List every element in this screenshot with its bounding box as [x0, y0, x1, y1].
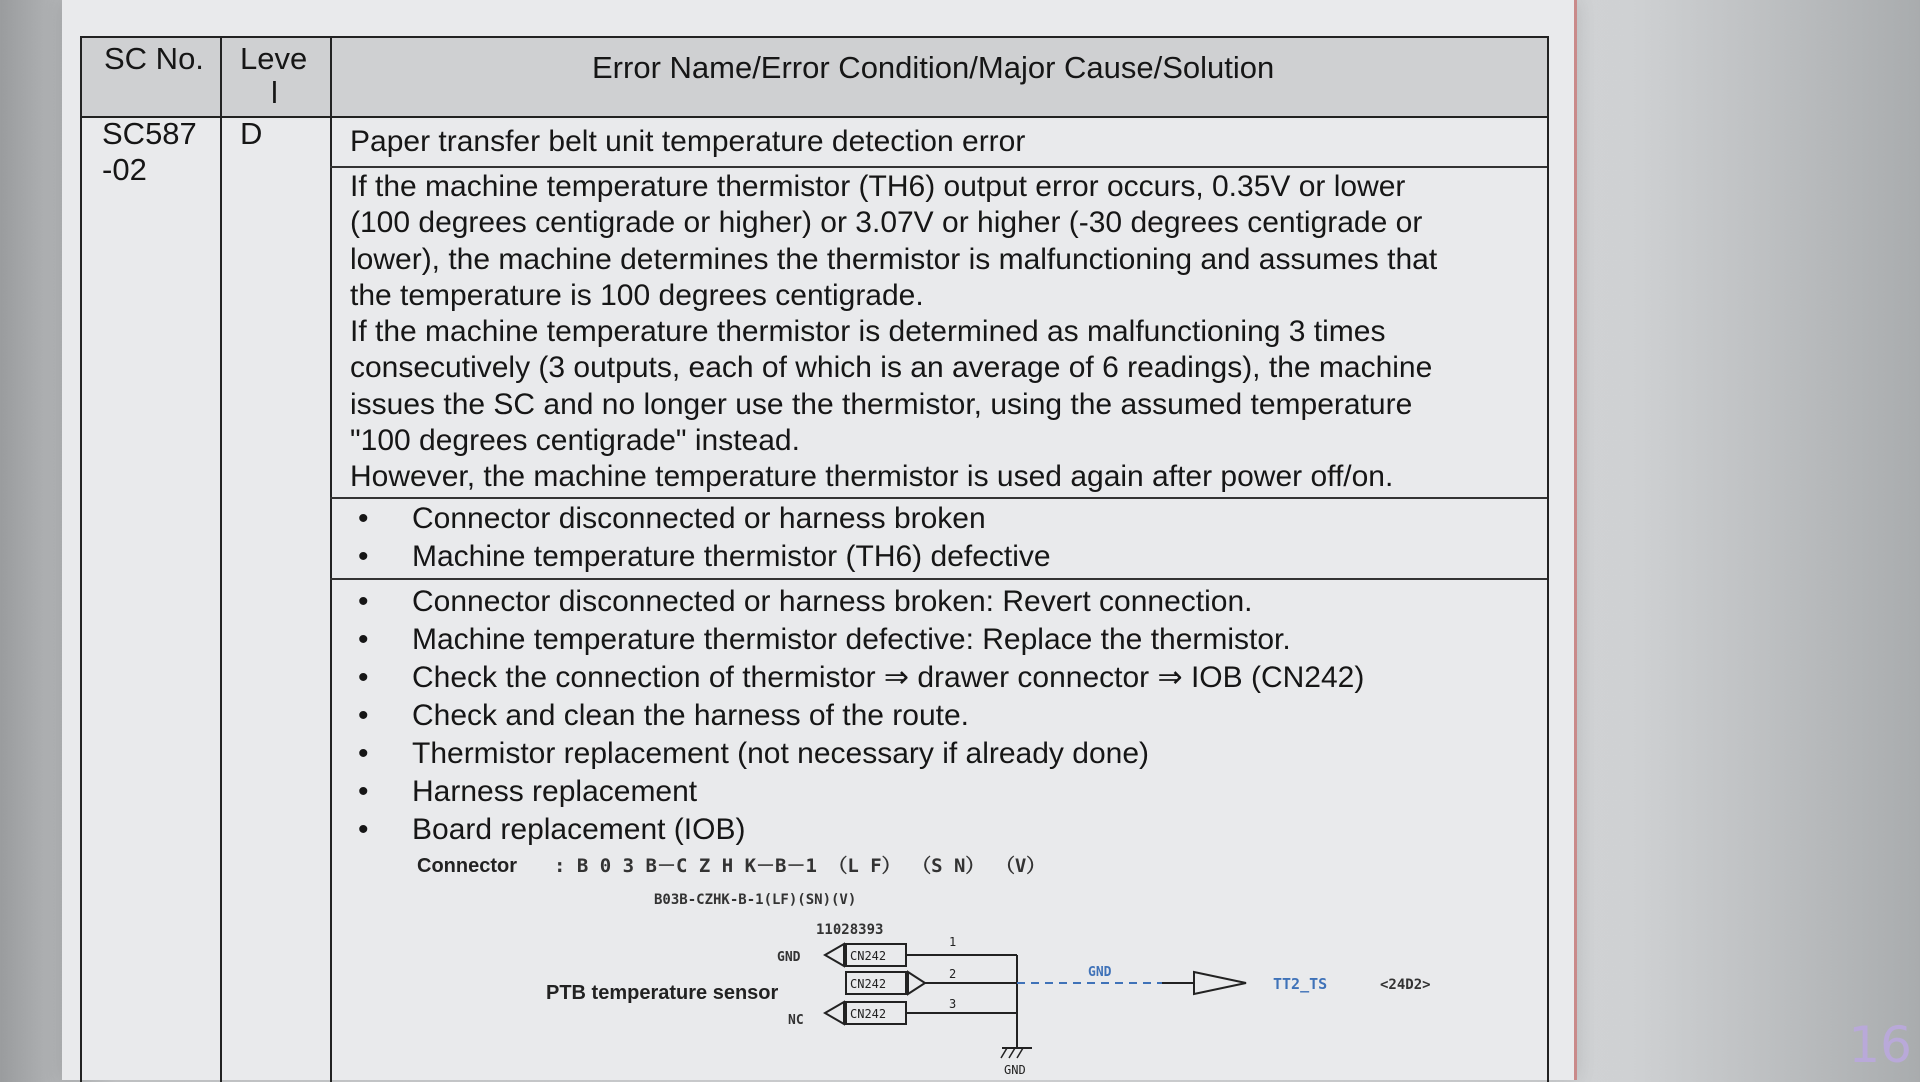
connector-pin-2 — [846, 972, 925, 994]
connector-label: Connector — [417, 855, 517, 877]
signal-arrow-icon — [1194, 972, 1246, 994]
solution-text: Check and clean the harness of the route. — [412, 699, 970, 732]
condition-line: (100 degrees centigrade or higher) or 3.07V or higher (-30 degrees centigrade or — [350, 206, 1423, 240]
condition-line: However, the machine temperature thermistor is used again after power off/on. — [350, 460, 1394, 494]
solution-text: Machine temperature thermistor defective: Replace the thermistor. — [412, 623, 1291, 656]
pin-number: 1 — [949, 935, 957, 949]
pin-label-gnd: GND — [777, 950, 801, 965]
pin-arrow-icon — [825, 1002, 844, 1024]
bullet-symbol: • — [358, 775, 369, 808]
header-error-description: Error Name/Error Condition/Major Cause/Solution — [592, 50, 1275, 85]
condition-line: "100 degrees centigrade" instead. — [350, 424, 800, 458]
condition-line: issues the SC and no longer use the thermistor, using the assumed temperature — [350, 387, 1413, 421]
ground-symbol-icon — [1001, 1048, 1032, 1058]
pin-number: 3 — [949, 997, 957, 1011]
bullet-symbol: • — [358, 813, 369, 846]
condition-line: If the machine temperature thermistor is determined as malfunctioning 3 times — [350, 315, 1386, 349]
cn-label: CN242 — [850, 977, 887, 991]
pin-arrow-icon — [908, 972, 925, 994]
signal-ref: <24D2> — [1380, 977, 1431, 993]
connector-value: : B 0 3 B－C Z H K－B－1 （L F） （S N） （V） — [554, 855, 1046, 877]
cn-label: CN242 — [850, 949, 887, 963]
bullet-symbol: • — [358, 540, 369, 573]
sc-number: SC587 — [102, 116, 197, 151]
condition-line: the temperature is 100 degrees centigrade. — [350, 278, 924, 312]
cause-text: Connector disconnected or harness broken — [412, 502, 986, 535]
bullet-symbol: • — [358, 737, 369, 770]
level-value: D — [240, 116, 263, 151]
sc-number-suffix: -02 — [102, 152, 147, 187]
part-number: 11028393 — [816, 922, 884, 938]
pin-number: 2 — [949, 967, 957, 981]
condition-line: If the machine temperature thermistor (TH6) output error occurs, 0.35V or lower — [350, 170, 1406, 203]
gnd-wire-label: GND — [1088, 965, 1112, 980]
part-code: B03B-CZHK-B-1(LF)(SN)(V) — [654, 892, 857, 908]
solution-text: Connector disconnected or harness broken: Revert connection. — [412, 585, 1253, 618]
sensor-label: PTB temperature sensor — [546, 982, 779, 1004]
wiring-diagram — [82, 38, 1547, 1082]
pin-label-nc: NC — [788, 1013, 804, 1028]
bullet-symbol: • — [358, 661, 369, 694]
solution-text: Check the connection of thermistor ⇒ drawer connector ⇒ IOB (CN242) — [412, 661, 1365, 694]
bullet-symbol: • — [358, 585, 369, 618]
header-level: Leve — [240, 41, 308, 76]
solution-text: Thermistor replacement (not necessary if already done) — [412, 737, 1149, 770]
signal-name: TT2_TS — [1273, 975, 1328, 993]
condition-line: lower), the machine determines the thermistor is malfunctioning and assumes that — [350, 242, 1438, 276]
bullet-symbol: • — [358, 502, 369, 535]
ground-label: GND — [1004, 1063, 1026, 1077]
pin-arrow-icon — [825, 944, 844, 966]
error-code-table — [80, 36, 1549, 1082]
solution-text: Board replacement (IOB) — [412, 813, 746, 846]
cn-label: CN242 — [850, 1007, 887, 1021]
condition-line: consecutively (3 outputs, each of which is an average of 6 readings), the machine — [350, 351, 1433, 385]
bullet-symbol: • — [358, 699, 369, 732]
solution-text: Harness replacement — [412, 775, 698, 808]
cause-text: Machine temperature thermistor (TH6) defective — [412, 540, 1051, 573]
page-number: 16 — [1848, 1016, 1912, 1074]
bullet-symbol: • — [358, 623, 369, 656]
connector-pin-3 — [825, 1002, 906, 1024]
error-name: Paper transfer belt unit temperature detection error — [350, 125, 1026, 158]
connector-pin-1 — [825, 944, 906, 966]
header-level-wrap: l — [271, 75, 278, 110]
header-sc-no: SC No. — [104, 41, 204, 76]
